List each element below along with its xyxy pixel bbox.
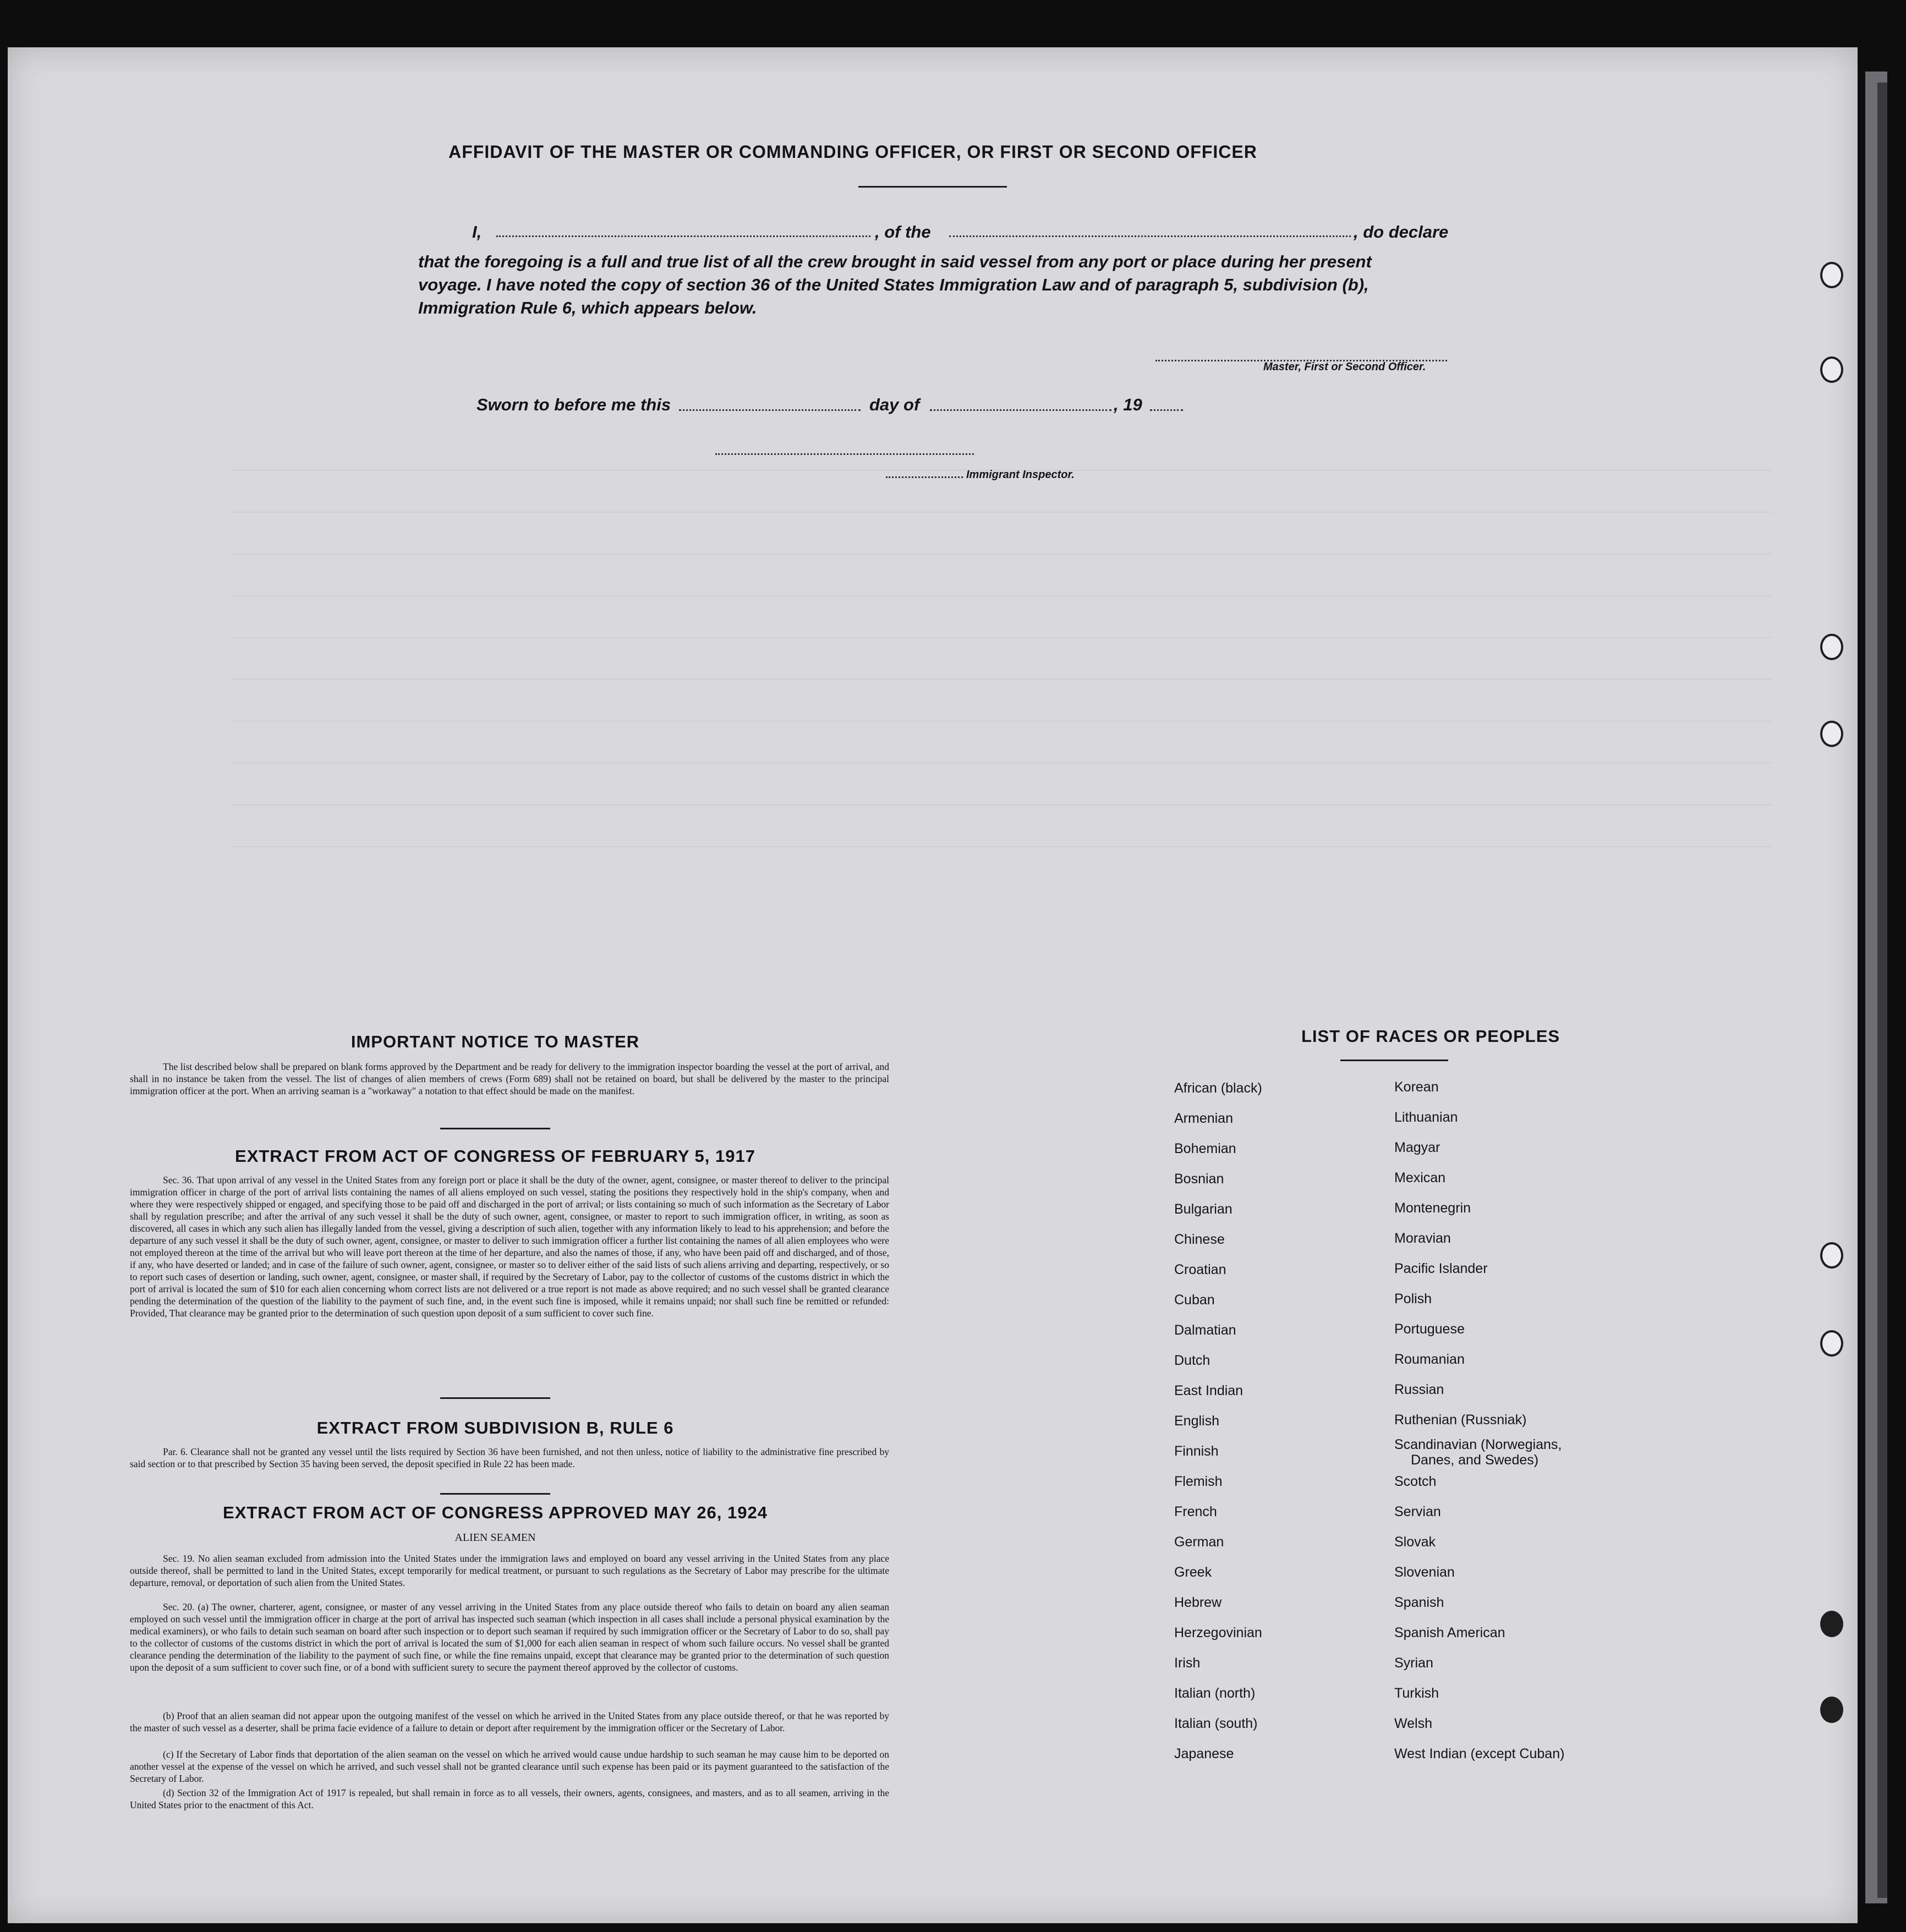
extract-1924-sec20d: (d) Section 32 of the Immigration Act of 1917 is repealed, but shall remain in force as to all vessels, their owners, agents, consignees, and masters, and as to all seamen, arriving in the United States prior to the enactment of this Act. — [130, 1787, 889, 1810]
title-underline — [858, 186, 1007, 188]
binder-hole — [1820, 634, 1843, 660]
race-left: East Indian — [1174, 1383, 1244, 1398]
divider — [440, 1493, 550, 1495]
signature-field[interactable] — [1155, 347, 1447, 361]
race-right: Portuguese — [1394, 1321, 1465, 1337]
race-left: Bohemian — [1174, 1141, 1236, 1156]
race-left: German — [1174, 1534, 1224, 1550]
race-left: Bulgarian — [1174, 1201, 1233, 1217]
affidavit-i: I, — [472, 222, 482, 241]
race-left: Armenian — [1174, 1111, 1233, 1126]
race-left: Flemish — [1174, 1474, 1223, 1489]
affidavit-line-3: voyage. I have noted the copy of section 36 of the United States Immigration Law and of paragraph 5, subdivision (b), — [418, 275, 1369, 294]
race-left: Italian (south) — [1174, 1716, 1258, 1731]
divider — [440, 1128, 550, 1129]
binder-hole — [1820, 1242, 1843, 1269]
name-field[interactable] — [496, 222, 870, 237]
race-left: Bosnian — [1174, 1171, 1224, 1187]
signature-label: Master, First or Second Officer. — [1263, 361, 1426, 373]
race-left: Chinese — [1174, 1232, 1225, 1247]
race-right: West Indian (except Cuban) — [1394, 1746, 1565, 1761]
inspector-dotted — [886, 469, 963, 478]
race-right: Polish — [1394, 1291, 1432, 1307]
extract-1924-sec20b: (b) Proof that an alien seaman did not appear upon the outgoing manifest of the vessel on which he arrived in the United States from any place outside thereof, or that he was reported by the master of such vessel as a deserter, shall be prima facie evidence of a failure to detain or deport after requirement by the immigration officer or the Secretary of Labor. — [130, 1710, 889, 1733]
race-left: Italian (north) — [1174, 1686, 1256, 1701]
race-right: Scandinavian (Norwegians, — [1394, 1437, 1562, 1452]
extract-1924-subtitle: ALIEN SEAMEN — [454, 1532, 536, 1544]
sworn-day-of: day of — [869, 395, 920, 414]
race-right: Lithuanian — [1394, 1110, 1458, 1125]
extract-1924-sec19: Sec. 19. No alien seaman excluded from admission into the United States under the immigration laws and employed on board any vessel arriving in the United States from any place outside thereof, shall be permitted to land in the United States, except temporarily for medical treatment, or pursuant to such regulations as the Secretary of Labor may prescribe for the ultimate departure, removal, or deportation of such alien from the United States. — [130, 1553, 889, 1588]
notice-body: The list described below shall be prepared on blank forms approved by the Department and be ready for delivery to the immigration inspector boarding the vessel at the port of arrival, and shall in no instance be taken from the vessel. The list of changes of alien members of crews (Form 689) shall not be retained on board, but shall be delivered by the master to the principal immigration officer at the port. When an arriving seaman is a "workaway" a notation to that effect should be made on the manifest. — [130, 1061, 889, 1096]
extract-1924-sec20a: Sec. 20. (a) The owner, charterer, agent, consignee, or master of any vessel arriving in the United States from any place outside thereof who fails to detain on board any alien seaman employed on such vessel until the immigration officer in charge at the port of arrival has inspected such seaman (which inspection in all cases shall include a personal physical examination by the medical examiners), or who fails to detain such seaman on board after such inspection or to deport such seaman if required by such immigration officer or the Secretary of Labor to do so, shall pay to the collector of customs of the customs district in which the port of arrival is located the sum of $1,000 for each alien seaman in respect of whom such failure occurs. No vessel shall be granted clearance pending the determination of the liability to the payment of such fine, or while the fine remains unpaid, except that clearance may be granted prior to the determination of such question upon the deposit of a sum sufficient to cover such fine, or of a bond with sufficient surety to secure the payment thereof approved by the collector of customs. — [130, 1601, 889, 1673]
affidavit-line-4: Immigration Rule 6, which appears below. — [418, 298, 757, 317]
race-left: Greek — [1174, 1565, 1212, 1580]
race-right: Spanish — [1394, 1595, 1444, 1610]
sworn-year-field[interactable] — [1150, 396, 1183, 411]
sworn-month-field[interactable] — [930, 396, 1111, 411]
race-left: Herzegovinian — [1174, 1625, 1262, 1640]
race-left: English — [1174, 1413, 1219, 1429]
sworn-prefix: Sworn to before me this — [476, 395, 671, 414]
inspector-signature-field[interactable] — [715, 440, 974, 455]
race-right: Turkish — [1394, 1686, 1439, 1701]
race-right: Russian — [1394, 1382, 1444, 1397]
extract-1924-title: EXTRACT FROM ACT OF CONGRESS APPROVED MAY 26, 1924 — [223, 1503, 768, 1522]
binder-hole — [1820, 356, 1843, 383]
race-left: Finnish — [1174, 1443, 1219, 1459]
bleed-through-texture — [231, 429, 1772, 847]
extract-rule6-body: Par. 6. Clearance shall not be granted any vessel until the lists required by Section 36 have been furnished, and not then unless, notice of liability to the administrative fine prescribed by said section or to that prescribed by Section 35 having been served, the deposit specified in Rule 22 has been made. — [130, 1446, 889, 1469]
page-edge-shadow — [1877, 83, 1887, 1898]
sworn-day-field[interactable] — [679, 396, 861, 411]
race-left: Hebrew — [1174, 1595, 1222, 1610]
race-right: Ruthenian (Russniak) — [1394, 1412, 1527, 1428]
race-right: Scotch — [1394, 1474, 1437, 1489]
race-right: Montenegrin — [1394, 1200, 1471, 1216]
races-title: LIST OF RACES OR PEOPLES — [1301, 1027, 1560, 1046]
binder-hole — [1820, 1697, 1843, 1723]
races-underline — [1340, 1060, 1448, 1061]
race-left: Dutch — [1174, 1353, 1211, 1368]
race-right: Korean — [1394, 1079, 1439, 1095]
race-left: Irish — [1174, 1655, 1201, 1671]
race-right-continuation: Danes, and Swedes) — [1411, 1452, 1539, 1468]
affidavit-line-2: that the foregoing is a full and true list of all the crew brought in said vessel from any port or place during her present — [418, 252, 1372, 271]
race-right: Spanish American — [1394, 1625, 1505, 1640]
affidavit-do-declare: , do declare — [1354, 222, 1449, 241]
sworn-year: , 19 — [1114, 395, 1142, 414]
race-right: Welsh — [1394, 1716, 1433, 1731]
binder-hole — [1820, 721, 1843, 747]
race-left: Cuban — [1174, 1292, 1215, 1308]
extract-1924-sec20c: (c) If the Secretary of Labor finds that deportation of the alien seaman on the vessel on which he arrived would cause undue hardship to such seaman he may cause him to be deported on another vessel at the expense of the vessel on which he arrived, and such vessel shall not be granted clearance until such expense has been paid or its payment guaranteed to the satisfaction of the Secretary of Labor. — [130, 1749, 889, 1784]
binder-hole — [1820, 1611, 1843, 1637]
race-right: Roumanian — [1394, 1352, 1465, 1367]
affidavit-of-the: , of the — [875, 222, 931, 241]
race-right: Slovenian — [1394, 1565, 1455, 1580]
inspector-label: Immigrant Inspector. — [966, 469, 1075, 481]
race-left: Dalmatian — [1174, 1322, 1236, 1338]
extract-1917-body: Sec. 36. That upon arrival of any vessel in the United States from any foreign port or place it shall be the duty of the owner, agent, consignee, or master thereof to deliver to the principal immigration officer in charge of the port of arrival lists containing the names of all aliens employed on such vessel, stating the positions they respectively hold in the ship's company, when and where they were respectively shipped or engaged, and specifying those to be paid off and discharged in the port of arrival; or lists containing so much of such information as the Secretary of Labor shall by regulation prescribe; and after the arrival of any such vessel it shall be the duty of such owner, agent, consignee, or master to report to such immigration officer, in writing, as soon as discovered, all cases in which any such alien has illegally landed from the vessel, giving a description of such alien, together with any information likely to lead to his apprehension; and before the departure of any such vessel it shall be the duty of such owner, agent, consignee, or master to deliver to such immigration officer a further list containing the names of all alien employees who were not employed thereon at the time of the arrival but who will leave port thereon at the time of her departure, and also the names of those, if any, who have been paid off and discharged, and of those, if any, who have deserted or landed; and in case of the failure of such owner, agent, consignee, or master so to deliver either of the said lists of such aliens arriving and departing, respectively, or so to report such cases of desertion or landing, such owner, agent, consignee, or master shall, if required by the Secretary of Labor, pay to the collector of customs of the customs district in which the port of arrival is located the sum of $10 for each alien concerning whom correct lists are not delivered or a true report is not made as above required; and no such vessel shall be granted clearance pending the determination of the question of the liability to the payment of such fine, and, in the event such fine is imposed, while it remains unpaid; nor shall such fine be remitted or refunded: Provided, That clearance may be granted prior to the determination of such question upon deposit of a sum sufficient to cover such fine. — [130, 1174, 889, 1319]
extract-rule6-title: EXTRACT FROM SUBDIVISION B, RULE 6 — [316, 1418, 674, 1437]
race-left: Japanese — [1174, 1746, 1234, 1761]
race-right: Pacific Islander — [1394, 1261, 1488, 1276]
vessel-field[interactable] — [949, 222, 1351, 237]
race-right: Magyar — [1394, 1140, 1441, 1155]
race-left: African (black) — [1174, 1080, 1262, 1096]
race-right: Moravian — [1394, 1231, 1451, 1246]
extract-1917-title: EXTRACT FROM ACT OF CONGRESS OF FEBRUARY 5, 1917 — [235, 1146, 755, 1166]
race-right: Servian — [1394, 1504, 1441, 1519]
binder-hole — [1820, 262, 1843, 288]
binder-hole — [1820, 1330, 1843, 1357]
race-left: Croatian — [1174, 1262, 1226, 1277]
race-left: French — [1174, 1504, 1217, 1519]
divider — [440, 1397, 550, 1399]
notice-title: IMPORTANT NOTICE TO MASTER — [350, 1032, 640, 1051]
race-right: Mexican — [1394, 1170, 1446, 1185]
race-right: Slovak — [1394, 1534, 1436, 1550]
race-right: Syrian — [1394, 1655, 1433, 1671]
affidavit-title: AFFIDAVIT OF THE MASTER OR COMMANDING OFFICER, OR FIRST OR SECOND OFFICER — [448, 142, 1257, 162]
